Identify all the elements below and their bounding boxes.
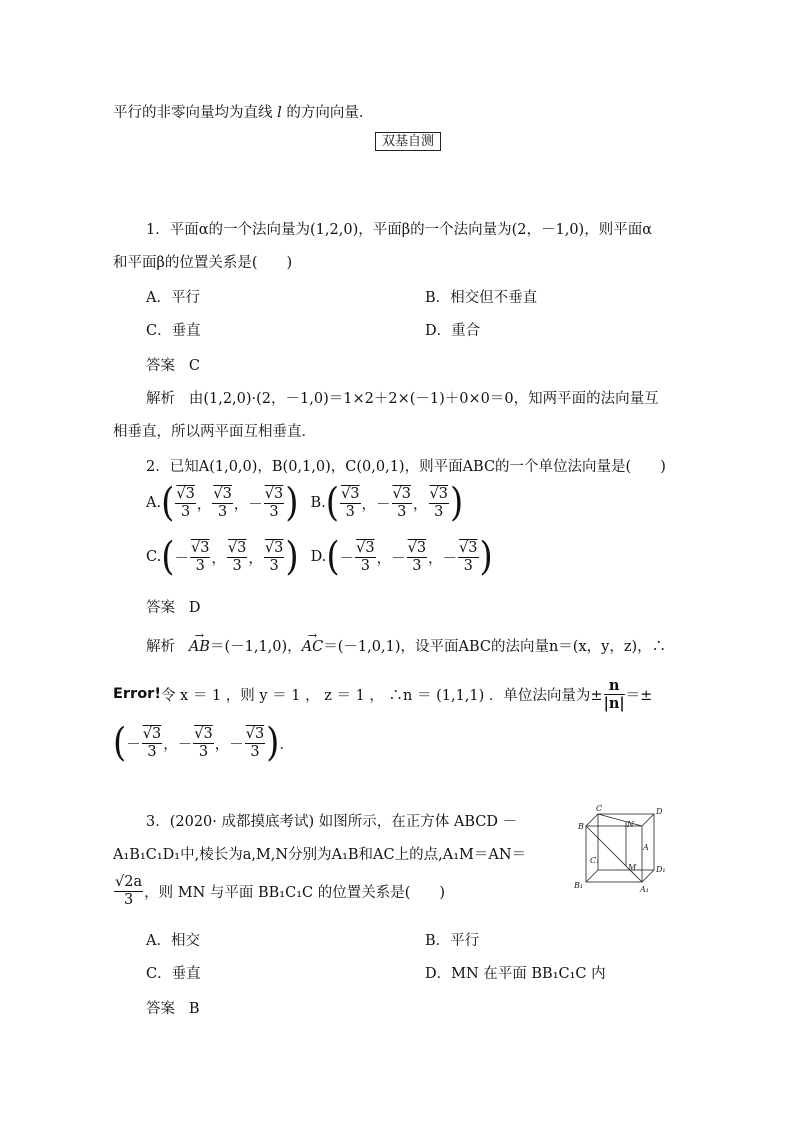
q2-b-frac2-num: √3 (392, 485, 411, 502)
q2-res-frac1-num: √3 (142, 725, 162, 742)
q2-b-frac2 (392, 486, 412, 521)
q3-answer (146, 997, 199, 1018)
q2-d-comma1: ， (376, 550, 392, 567)
q2-option-b-label: B. (310, 495, 326, 511)
q2-d-frac3-num: √3 (459, 539, 478, 556)
q2-c-lparen: ( (161, 534, 175, 580)
q2-d-rparen: ) (479, 534, 493, 580)
q2-res-comma1: ， (163, 736, 178, 753)
q2-d-frac2-den: 3 (412, 557, 422, 574)
q2-res-frac1 (142, 726, 162, 761)
q2-a-lparen: ( (161, 480, 175, 526)
q1-option-a: A．平行 (146, 290, 200, 306)
q2-res-frac2-den: 3 (198, 743, 209, 760)
q2-d-frac3 (458, 540, 478, 575)
q1-answer (146, 354, 200, 375)
q2-res-neg3: － (229, 736, 244, 753)
q2-b-frac1-num: √3 (341, 485, 360, 502)
q2-res-rparen: ) (266, 720, 280, 766)
q2-option-c-label: C. (146, 549, 162, 565)
q2-a-frac2 (212, 486, 232, 521)
q2-eq-pm: ＝± (625, 687, 653, 704)
intro-line (113, 101, 373, 122)
q2-res-frac2-num: √3 (194, 725, 213, 742)
q2-a-frac3-num: √3 (264, 485, 284, 502)
q2-vector-ac: → AC (302, 639, 324, 655)
q1-analysis-text1: 由(1,2,0)·(2，－1,0)＝1×2＋2×(－1)＋0×0＝0，知两平面的法向量互 (188, 391, 659, 407)
q1-stem-line1: 1．平面α的一个法向量为(1,2,0)，平面β的一个法向量为(2，－1,0)，则平面α (146, 222, 652, 238)
q2-c-frac2-den: 3 (232, 557, 242, 574)
q2-unit-frac (604, 677, 625, 712)
q1-answer-value: C (188, 358, 200, 374)
intro-text-end: 的方向向量． (286, 105, 374, 121)
q3-stem-text3: ，则 MN 与平面 BB₁C₁C 的位置关系是( ) (144, 884, 446, 901)
q2-d-frac1-num: √3 (356, 539, 375, 556)
q2-b-frac1-den: 3 (345, 503, 355, 520)
q2-c-frac2-num: √3 (227, 539, 247, 556)
q3-option-b: B．平行 (425, 933, 480, 949)
q1-option-c: C．垂直 (146, 323, 201, 339)
fig-label-m: M (628, 863, 637, 872)
q3-stem-line3 (113, 868, 445, 914)
q2-c-rparen: ) (285, 534, 299, 580)
q2-b-frac3-num: √3 (429, 485, 448, 502)
q2-vector-ab: → AB (189, 639, 210, 655)
section-title-box: 双基自测 (375, 132, 441, 151)
q2-b-neg: － (376, 496, 391, 513)
q2-d-neg1: － (339, 550, 355, 567)
q2-analysis-line2 (113, 674, 652, 714)
q2-analysis-ab: ＝(－1,1,0)， (209, 639, 302, 655)
q2-unit-frac-den: |n| (603, 694, 625, 712)
fig-label-b: B (578, 822, 584, 831)
q2-analysis-ac: ＝(－1,0,1)，设平面ABC的法向量n＝(x，y，z)，∴ (323, 639, 667, 655)
q3-answer-value: B (188, 1001, 200, 1017)
q2-c-frac3-den: 3 (269, 557, 279, 574)
q2-b-frac3-den: 3 (434, 503, 444, 520)
q3-option-d: D．MN 在平面 BB₁C₁C 内 (425, 966, 606, 982)
q2-error-text: Error! (113, 686, 161, 702)
q1-option-d: D．重合 (425, 323, 481, 339)
q2-res-neg2: － (177, 736, 193, 753)
q2-res-lparen: ( (113, 720, 127, 766)
q2-c-frac3-num: √3 (264, 539, 284, 556)
cube-figure (570, 800, 670, 896)
q2-b-lparen: ( (325, 480, 340, 526)
q2-a-frac3-den: 3 (269, 503, 279, 520)
fig-label-d1: D₁ (656, 865, 666, 874)
q2-res-neg1: － (126, 736, 141, 753)
q3-stem-line2: A₁B₁C₁D₁中,棱长为a,M,N分别为A₁B和AC上的点,A₁M＝AN＝ (113, 847, 527, 863)
q2-a-comma1: ， (196, 496, 212, 513)
fig-label-d: D (656, 807, 663, 816)
q2-d-frac2-num: √3 (407, 539, 427, 556)
q2-options-cd (146, 534, 493, 580)
q3-answer-label: 答案 (146, 1001, 175, 1017)
q1-analysis-line2: 相垂直，所以两平面互相垂直． (113, 424, 316, 440)
q2-answer-label: 答案 (146, 600, 175, 616)
q2-option-a-label: A. (146, 495, 162, 511)
q2-analysis-line3 (113, 720, 294, 766)
q2-answer (146, 596, 200, 617)
fig-label-c: C (596, 804, 603, 813)
q2-d-lparen: ( (326, 534, 340, 580)
q2-a-frac2-den: 3 (217, 503, 228, 520)
q2-c-frac3 (264, 540, 284, 575)
q2-b-comma2: ， (413, 496, 428, 513)
q2-a-neg: － (248, 496, 263, 513)
fig-label-b1: B₁ (574, 881, 584, 890)
q2-d-frac3-den: 3 (463, 557, 473, 574)
q2-analysis-text2: 令 x ＝ 1 ，则 y ＝ 1 ， z ＝ 1 ， ∴n ＝ (1,1,1) ．单位法向量为± (160, 687, 603, 704)
intro-text: 平行的非零向量均为直线 (113, 105, 273, 121)
cube-edge-b1-c1 (586, 870, 598, 882)
fig-label-c1: C₁ (590, 856, 600, 865)
q2-analysis-line1 (146, 635, 666, 656)
q2-a-frac1-den: 3 (180, 503, 191, 520)
q2-b-comma1: ， (361, 496, 377, 513)
q2-a-rparen: ) (285, 480, 299, 526)
q2-option-d-label: D. (310, 549, 327, 565)
q2-a-frac3 (264, 486, 284, 521)
q3-length-frac-den: 3 (123, 891, 134, 908)
diag-ac (598, 814, 642, 826)
q2-c-frac1-den: 3 (195, 557, 205, 574)
q2-answer-value: D (188, 600, 201, 616)
q1-stem-line2: 和平面β的位置关系是( ) (113, 255, 293, 271)
intro-var: l (277, 105, 282, 121)
q2-res-frac3-num: √3 (245, 725, 265, 742)
q2-d-comma2: ， (428, 550, 443, 567)
q2-res-frac1-den: 3 (147, 743, 157, 760)
cube-edge-a-d (642, 814, 654, 826)
q2-d-frac1-den: 3 (360, 557, 370, 574)
q2-c-neg: － (174, 550, 189, 567)
q2-res-frac2 (193, 726, 213, 761)
q2-c-frac1 (190, 540, 210, 575)
q3-length-frac (114, 874, 143, 909)
q1-answer-label: 答案 (146, 358, 175, 374)
q2-c-frac2 (227, 540, 247, 575)
q2-c-comma2: ， (248, 550, 263, 567)
q2-c-comma1: ， (211, 550, 226, 567)
q2-analysis-label: 解析 (146, 639, 175, 655)
q2-d-neg3: － (442, 550, 458, 567)
q1-analysis-label: 解析 (146, 391, 175, 407)
fig-label-a1: A₁ (640, 885, 649, 894)
q2-res-frac3 (245, 726, 265, 761)
q2-stem: 2．已知A(1,0,0)，B(0,1,0)，C(0,0,1)，则平面ABC的一个单位法向量是( ) (146, 459, 666, 475)
q2-period: ． (279, 736, 294, 753)
q2-b-frac2-den: 3 (397, 503, 407, 520)
section-title (375, 130, 441, 149)
q3-stem-line1: 3．(2020· 成都摸底考试) 如图所示，在正方体 ABCD － (146, 814, 518, 830)
q2-res-frac3-den: 3 (250, 743, 260, 760)
q2-a-comma2: ， (233, 496, 249, 513)
q2-options-ab (146, 480, 463, 526)
q1-analysis-line1 (146, 387, 659, 408)
cube-edge-a1-d1 (642, 870, 654, 882)
q2-a-frac1 (175, 486, 195, 521)
q2-unit-frac-num: n (604, 677, 625, 695)
q2-d-frac1 (355, 540, 375, 575)
q2-res-comma2: ， (214, 736, 230, 753)
q1-option-b: B．相交但不垂直 (425, 290, 538, 306)
q2-b-frac3 (429, 486, 449, 521)
q3-option-a: A．相交 (146, 933, 200, 949)
fig-label-a: A (643, 843, 649, 852)
q2-d-frac2 (407, 540, 427, 575)
fig-label-n: N (627, 820, 634, 829)
q2-b-rparen: ) (449, 480, 464, 526)
q2-b-frac1 (340, 486, 360, 521)
q2-c-frac1-num: √3 (190, 539, 210, 556)
q3-option-c: C．垂直 (146, 966, 201, 982)
q3-length-frac-num: √2a (115, 873, 143, 890)
q2-d-neg2: － (391, 550, 406, 567)
q2-a-frac2-num: √3 (213, 485, 232, 502)
cube-edge-b-c (586, 814, 598, 826)
q2-a-frac1-num: √3 (176, 485, 195, 502)
